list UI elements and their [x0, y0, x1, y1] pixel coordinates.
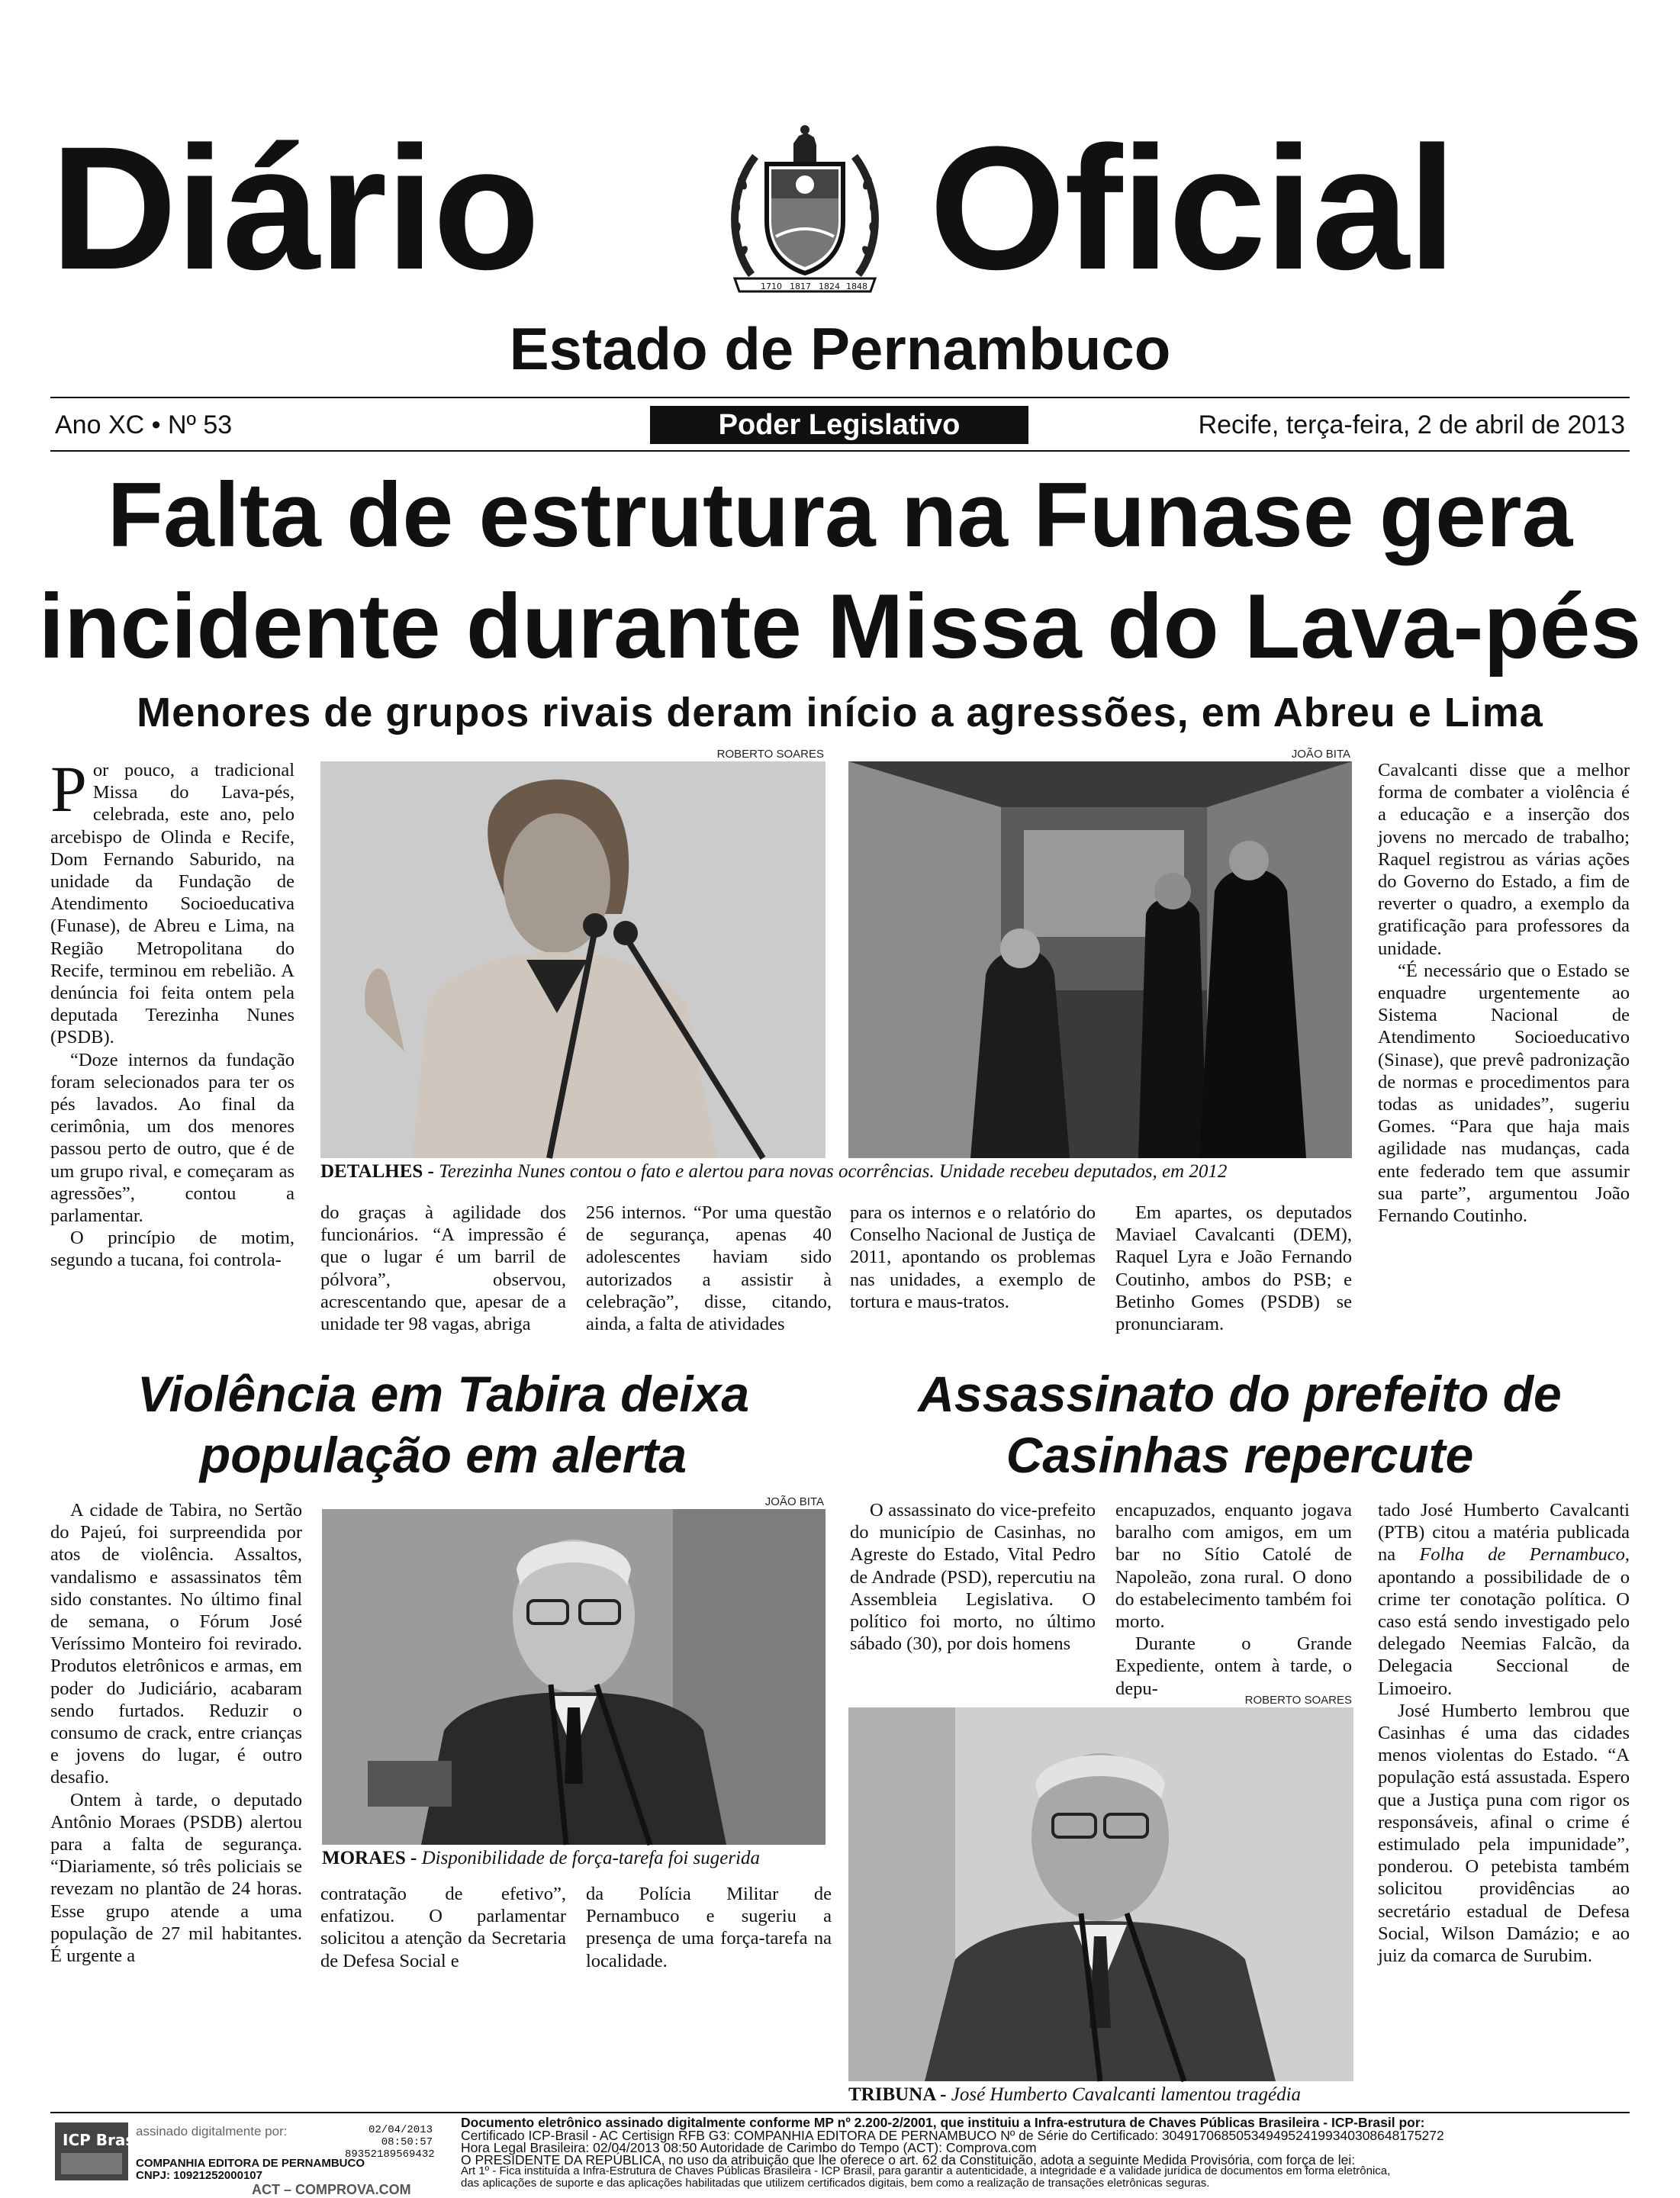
main-headline-line1: Falta de estrutura na Funase gera [107, 464, 1573, 566]
tabira-article-col2: contratação de efetivo”, enfatizou. O parlamentar solicitou a atenção da Secretaria de Defesa Social e [320, 1884, 566, 1971]
seal-year-1: 1710 [761, 282, 782, 291]
main-article-col5: Em apartes, os deputados Maviael Cavalcanti (DEM), Raquel Lyra e João Fernando Coutinho, ambos do PSB; e Betinho Gomes (PSDB) se pronunciaram. [1115, 1202, 1352, 1335]
main-col6-para2: “É necessário que o Estado se enquadre urgentemente ao Sistema Nacional de Atendimento Socioeducativo (Sinase), que prevê padronização de normas e procedimentos para todas as unidades”, sugeriu Gomes. “Para que haja mais agilidade nas mudanças, cada ente federado tem que assumir sua parte”, argumentou João Fernando Coutinho. [1378, 960, 1630, 1227]
tabira-photo-caption [322, 1848, 760, 1869]
digital-signature-box [55, 2122, 435, 2180]
photo2-credit: JOÃO BITA [1291, 748, 1350, 761]
casinhas-col2-para2: Durante o Grande Expediente, ontem à tarde, o depu- [1115, 1633, 1352, 1699]
top-rule [50, 397, 1630, 398]
main-col1-para1: or pouco, a tradicional Missa do Lava-pés, celebrada, este ano, pelo arcebispo de Olinda e Recife, Dom Fernando Saburido, na unidade da Fundação de Atendimento Socioeducativa (Funase), de Abreu e Lima, na Região Metropolitana do Recife, terminou em rebelião. A denúncia foi feita ontem pela deputada Terezinha Nunes (PSDB). [50, 760, 294, 1048]
edition-number: Ano XC • Nº 53 [55, 410, 233, 439]
main-article-col3: 256 internos. “Por uma questão de segurança, apenas 40 adolescentes haviam sido autorizados a assistir à celebração”, disse, citando, ainda, a falta de atividades [586, 1202, 832, 1335]
section-badge: Poder Legislativo [650, 406, 1028, 444]
footer-rule [50, 2112, 1630, 2113]
footer-line4: O PRESIDENTE DA REPÚBLICA, no uso da atribuição que lhe oferece o art. 62 da Constituição, adota a seguinte Medida Provisória, com força de lei: [461, 2152, 1356, 2167]
main-subheadline: Menores de grupos rivais deram início a agressões, em Abreu e Lima [137, 690, 1543, 735]
masthead-title-left: Diário [50, 110, 539, 306]
masthead-subtitle: Estado de Pernambuco [509, 315, 1171, 382]
casinhas-caption-label: TRIBUNA - [848, 2084, 947, 2105]
main-caption-text: Terezinha Nunes contou o fato e alertou para novas ocorrências. Unidade recebeu deputados, em 2012 [439, 1161, 1228, 1182]
casinhas-caption-text: José Humberto Cavalcanti lamentou tragédia [951, 2084, 1302, 2105]
signature-stamp: 02/04/2013 08:50:57 89352189569432 [345, 2124, 435, 2161]
tabira-caption-text: Disponibilidade de força-tarefa foi sugerida [421, 1848, 761, 1868]
tabira-article-col1 [50, 1499, 302, 1967]
footer-line6: das aplicações de suporte e das aplicações habilitadas que utilizem certificados digitais, bem como a realização de transações eletrônicas seguras. [461, 2177, 1210, 2190]
main-col1-para2: “Doze internos da fundação foram selecionados para ter os pés lavados. Ao final da cerimônia, um dos menores passou perto de outro, que é de um grupo rival, e começaram as agressões”, contou a parlamentar. [50, 1049, 294, 1227]
footer-line2: Certificado ICP-Brasil - AC Certisign RFB G3: COMPANHIA EDITORA DE PERNAMBUCO Nº de Série do Certificado: 30491706850534949524199340308648175272 [461, 2128, 1444, 2143]
pernambuco-seal-icon [721, 122, 889, 299]
seal-year-4: 1848 [846, 282, 867, 291]
photo-antonio-moraes [322, 1509, 826, 1845]
newspaper-name: Folha de Pernambuco [1419, 1544, 1625, 1566]
casinhas-article-col3: tado José Humberto Cavalcanti (PTB) citou a matéria publicada na Folha de Pernambuco, apontando a possibilidade de o crime ter conotação política. O caso está sendo investigado pelo delegado Neemias Falcão, da Delegacia Seccional de Limoeiro. José Humberto lembrou que Casinhas é uma das cidades menos violentas do Estado. “A população está assustada. Espero que a Justiça puna com rigor os responsáveis, afinal o crime é estimulado pela impunidade”, ponderou. O petebista também solicitou providências ao secretário estadual de Defesa Social, Wilson Damázio; e ao juiz da comarca de Surubim. [1378, 1500, 1630, 1967]
main-photo-caption [320, 1161, 1227, 1183]
infobar-rule [50, 450, 1630, 452]
photo-funase-unit [848, 761, 1352, 1158]
icp-brasil-logo [55, 2122, 145, 2180]
casinhas-photo-credit: ROBERTO SOARES [1244, 1694, 1352, 1707]
seal-year-3: 1824 [819, 282, 840, 291]
photo-jose-humberto [848, 1707, 1353, 2081]
footer-line3: Hora Legal Brasileira: 02/04/2013 08:50 Autoridade de Carimbo do Tempo (ACT): Comprova.com [461, 2140, 1037, 2155]
photo-terezinha-nunes [320, 761, 826, 1158]
company-name: COMPANHIA EDITORA DE PERNAMBUCO CNPJ: 10921252000107 [136, 2157, 365, 2182]
seal-year-2: 1817 [790, 282, 811, 291]
casinhas-col3-para2: José Humberto lembrou que Casinhas é uma das cidades menos violentas do Estado. “A população está assustada. Espero que a Justiça puna com rigor os responsáveis, afinal o crime é estimulado pela impunidade”, ponderou. O petebista também solicitou providências ao secretário estadual de Defesa Social, Wilson Damázio; e ao juiz da comarca de Surubim. [1378, 1700, 1630, 1967]
main-article-col6 [1378, 759, 1630, 1227]
tabira-headline-line1: Violência em Tabira deixa [137, 1366, 750, 1422]
issue-date: Recife, terça-feira, 2 de abril de 2013 [1198, 410, 1625, 439]
dropcap: P [50, 752, 87, 825]
casinhas-photo-caption [848, 2084, 1301, 2106]
photo1-credit: ROBERTO SOARES [716, 748, 824, 761]
main-headline-line2: incidente durante Missa do Lava-pés [38, 575, 1642, 677]
main-article-col4: para os internos e o relatório do Conselho Nacional de Justiça de 2011, apontando os problemas nas unidades, a exemplo de tortura e maus-tratos. [850, 1202, 1096, 1312]
casinhas-headline-line1: Assassinato do prefeito de [918, 1366, 1562, 1422]
tabira-photo-credit: JOÃO BITA [764, 1495, 824, 1508]
masthead-title-right: Oficial [929, 110, 1456, 306]
footer-line1: Documento eletrônico assinado digitalmente conforme MP nº 2.200-2/2001, que instituiu a Infra-estrutura de Chaves Públicas Brasileira - ICP-Brasil por: [461, 2115, 1425, 2130]
tabira-headline-line2: população em alerta [199, 1427, 687, 1483]
footer-line5: Art 1º - Fica instituída a Infra-Estrutura de Chaves Públicas Brasileira - ICP Brasil, para garantir a autenticidade, a integridade e a validade jurídica de documentos em forma eletrônica, [461, 2164, 1391, 2177]
casinhas-article-col1: O assassinato do vice-prefeito do município de Casinhas, no Agreste do Estado, Vital Pedro de Andrade (PSD), repercutiu na Assembleia Legislativa. O político foi morto, no último sábado (30), por dois homens [850, 1500, 1096, 1655]
icp-logo-text: ICP Brasil [63, 2131, 145, 2149]
casinhas-headline-line2: Casinhas repercute [1006, 1427, 1474, 1483]
tabira-col1-para2: Ontem à tarde, o deputado Antônio Moraes (PSDB) alertou para a falta de segurança. “Diariamente, só três policiais se revezam no plantão de 24 horas. Esse grupo atende a uma população de 27 mil habitantes. É urgente a [50, 1789, 302, 1967]
main-article-col1 [50, 752, 294, 1272]
main-col6-para1: Cavalcanti disse que a melhor forma de combater a violência é a educação e a inserção dos jovens no mercado de trabalho; Raquel registrou as várias ações do Governo do Estado, a fim de reverter o quadro, a exemplo da gratificação para professores da unidade. [1378, 760, 1630, 959]
casinhas-col2-para1: encapuzados, enquanto jogava baralho com amigos, em um bar no Sítio Catolé de Napoleão, zona rural. O dono do estabelecimento também foi morto. [1115, 1500, 1352, 1633]
tabira-col1-para1: A cidade de Tabira, no Sertão do Pajeú, foi surpreendida por atos de violência. Assaltos, vandalismo e assassinatos têm sido constantes. No último final de semana, o Fórum José Veríssimo Monteiro foi revirado. Produtos eletrônicos e armas, em poder do Judiciário, acabaram sendo furtados. Reduzir o consumo de crack, entre crianças e jovens do lugar, é outro desafio. [50, 1500, 302, 1788]
main-article-col2: do graças à agilidade dos funcionários. “A impressão é que o lugar é um barril de pólvora”, observou, acrescentando que, apesar de a unidade ter 98 vagas, abriga [320, 1202, 566, 1335]
main-caption-label: DETALHES - [320, 1161, 434, 1182]
main-col1-para3: O princípio de motim, segundo a tucana, foi controla- [50, 1228, 294, 1271]
tabira-article-col3: da Polícia Militar de Pernambuco e sugeriu a presença de uma força-tarefa na localidade. [586, 1884, 832, 1971]
signed-label: assinado digitalmente por: [136, 2124, 288, 2138]
act-comprova: ACT – COMPROVA.COM [252, 2182, 411, 2197]
casinhas-article-col2 [1115, 1499, 1352, 1700]
tabira-caption-label: MORAES - [322, 1848, 417, 1868]
